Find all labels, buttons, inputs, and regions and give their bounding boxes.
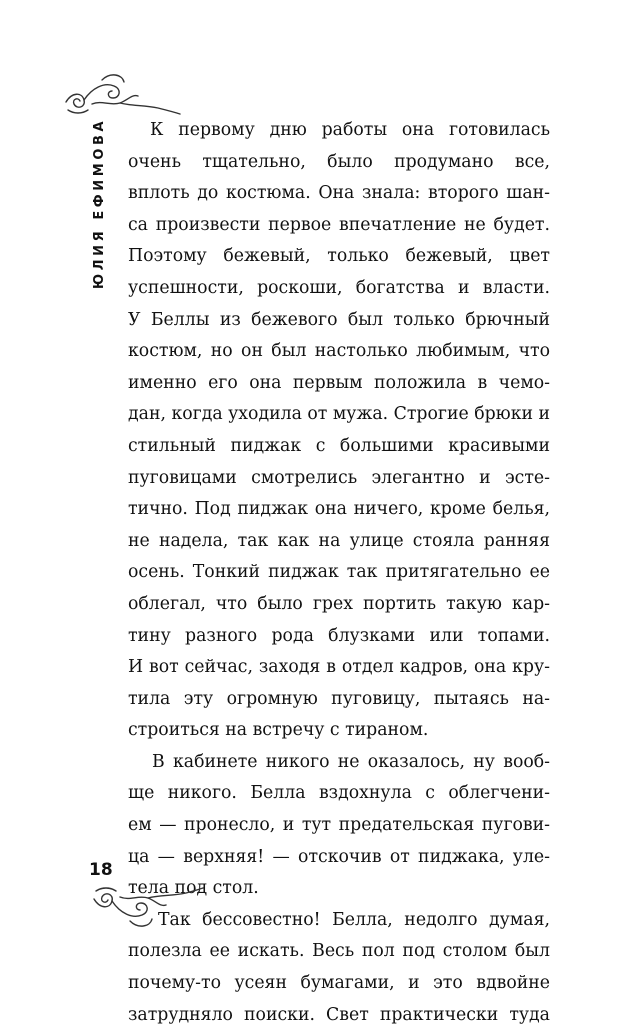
text-line: стильный пиджак с большими красивыми — [128, 435, 550, 456]
text-line: осень. Тонкий пиджак так притягательно ее — [128, 562, 550, 583]
text-line: тела под стол. — [128, 878, 259, 899]
text-line: очень тщательно, было продумано все, — [128, 151, 550, 172]
author-name: ЮЛИЯ ЕФИМОВА — [92, 117, 108, 289]
text-line: са произвести первое впечатление не будет. — [128, 214, 550, 235]
text-line: затрудняло поиски. Свет практически туда — [128, 1004, 550, 1025]
text-line: тила эту огромную пуговицу, пытаясь на- — [128, 688, 550, 709]
text-line: вплоть до костюма. Она знала: второго шан- — [128, 183, 550, 204]
running-header-author — [82, 117, 118, 289]
text-line: ем — пронесло, и тут предательская пугови- — [128, 815, 550, 836]
text-line: костюм, но он был настолько любимым, что — [128, 341, 550, 362]
text-line: тично. Под пиджак она ничего, кроме белья, — [128, 499, 550, 520]
text-line: полезла ее искать. Весь пол под столом был — [128, 941, 550, 962]
text-line: дан, когда уходила от мужа. Строгие брюки и — [128, 404, 550, 425]
decorative-flourish-icon — [62, 70, 182, 116]
text-line: Поэтому бежевый, только бежевый, цвет — [128, 246, 550, 267]
text-line: К первому дню работы она готовилась — [150, 120, 550, 140]
text-line: именно его она первым положила в чемо- — [128, 372, 550, 393]
text-line: пуговицами смотрелись элегантно и эсте- — [128, 467, 550, 488]
text-line: не надела, так как на улице стояла ранняя — [128, 530, 550, 551]
text-line: почему-то усеян бумагами, и это вдвойне — [128, 973, 550, 994]
text-line: ца — верхняя! — отскочив от пиджака, уле- — [128, 846, 550, 867]
text-line: успешности, роскоши, богатства и власти. — [128, 277, 550, 298]
text-line: У Беллы из бежевого был только брючный — [128, 309, 550, 330]
page-number: 18 — [89, 860, 113, 880]
text-line: тину разного рода блузками или топами. — [128, 625, 550, 646]
text-line: облегал, что было грех портить такую кар- — [128, 593, 550, 614]
text-line: ще никого. Белла вздохнула с облегчени- — [128, 783, 550, 804]
text-line: Так бессовестно! Белла, недолго думая, — [158, 909, 550, 930]
decorative-flourish-icon — [90, 885, 205, 929]
text-line: В кабинете никого не оказалось, ну вооб- — [152, 751, 550, 772]
text-line: И вот сейчас, заходя в отдел кадров, она кру- — [128, 657, 550, 678]
text-line: строиться на встречу с тираном. — [128, 720, 429, 741]
